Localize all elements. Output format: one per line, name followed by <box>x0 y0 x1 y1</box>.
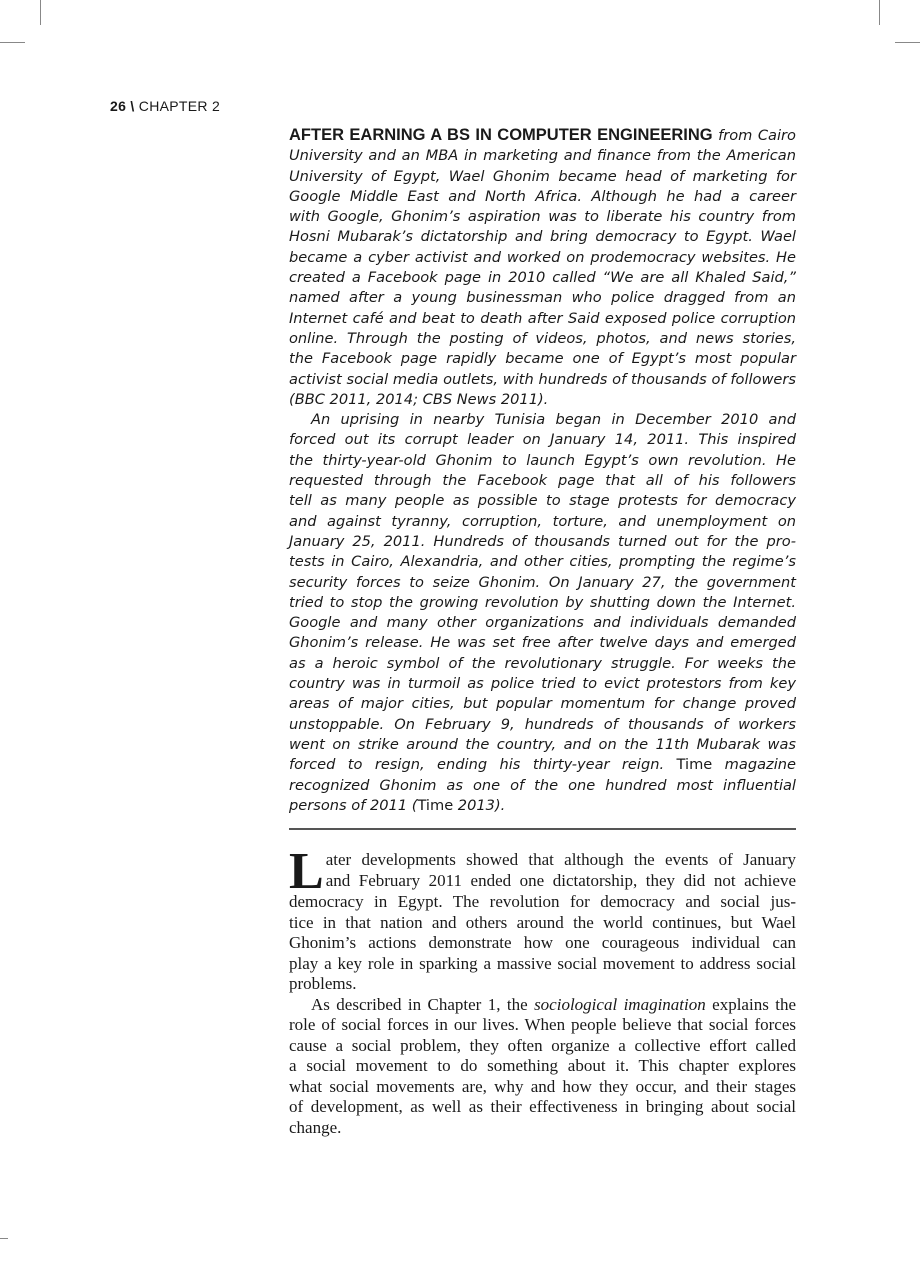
vignette-line: the thirty-year-old Ghonim to launch Egypt’s own revolution. He <box>289 451 796 469</box>
vignette-line: as a heroic symbol of the revolutionary struggle. For weeks the <box>289 654 796 672</box>
vignette-line: online. Through the posting of videos, photos, and news stories, <box>289 329 796 347</box>
body-line: ater developments showed that although the events of January <box>325 850 796 869</box>
vignette-line: recognized Ghonim as one of the one hundred most influential <box>289 776 796 794</box>
vignette-line: security forces to seize Ghonim. On January 27, the government <box>289 573 796 591</box>
vignette-line: Internet café and beat to death after Said exposed police corruption <box>289 309 796 327</box>
vignette-line: Google Middle East and North Africa. Although he had a career <box>289 187 796 205</box>
vignette-line: (BBC 2011, 2014; CBS News 2011). <box>289 390 549 408</box>
body-line: Ghonim’s actions demonstrate how one courageous individual can <box>289 933 796 952</box>
vignette-line: unstoppable. On February 9, hundreds of thousands of workers <box>289 715 796 733</box>
crop-mark <box>0 1238 8 1239</box>
body-line: cause a social problem, they often organize a collective effort called <box>289 1035 796 1055</box>
crop-mark <box>895 42 920 43</box>
vignette-line: persons of 2011 (Time 2013). <box>289 796 506 814</box>
crop-mark <box>0 42 25 43</box>
vignette-line: tests in Cairo, Alexandria, and other cities, prompting the regime’s <box>289 553 796 571</box>
vignette-line: the Facebook page rapidly became one of Egypt’s most popular <box>289 350 796 368</box>
vignette-line: tried to stop the growing revolution by shutting down the Internet. <box>289 593 796 611</box>
vignette-line: requested through the Facebook page that all of his followers <box>289 472 796 490</box>
body-line: As described in Chapter 1, the sociological imagination explains the <box>311 994 796 1014</box>
vignette-line: Ghonim’s release. He was set free after twelve days and emerged <box>289 634 796 652</box>
body-line: what social movements are, why and how they occur, and their stages <box>289 1076 796 1096</box>
chapter-label: CHAPTER 2 <box>138 98 221 114</box>
vignette-line: became a cyber activist and worked on prodemocracy websites. He <box>289 248 796 266</box>
vignette-line: and against tyranny, corruption, torture, and unemployment on <box>289 512 796 530</box>
vignette-line: with Google, Ghonim’s aspiration was to liberate his country from <box>289 208 796 226</box>
body-line: change. <box>289 1117 342 1137</box>
running-header <box>110 98 220 114</box>
vignette-line: AFTER EARNING A BS IN COMPUTER ENGINEERING from Cairo <box>289 126 796 144</box>
section-divider <box>289 828 796 830</box>
vignette-line: created a Facebook page in 2010 called “We are all Khaled Said,” <box>289 269 796 287</box>
vignette-line: forced to resign, ending his thirty-year reign. Time magazine <box>289 756 796 774</box>
vignette-line: An uprising in nearby Tunisia began in December 2010 and <box>311 411 796 429</box>
drop-cap: L <box>289 843 324 900</box>
vignette-line: January 25, 2011. Hundreds of thousands turned out for the pro- <box>289 532 796 550</box>
page-number: 26 <box>110 98 127 114</box>
body-line: problems. <box>289 974 357 993</box>
header-separator: \ <box>130 98 135 114</box>
body-line: role of social forces in our lives. When people believe that social forces <box>289 1015 796 1034</box>
vignette-line: tell as many people as possible to stage protests for democracy <box>289 492 796 510</box>
body-line: democracy in Egypt. The revolution for democracy and social jus- <box>289 892 796 911</box>
vignette-line: named after a young businessman who police dragged from an <box>289 289 796 307</box>
body-line: tice in that nation and others around the world continues, but Wael <box>289 912 796 932</box>
body-line: and February 2011 ended one dictatorship, they did not achieve <box>325 870 796 890</box>
vignette-line: went on strike around the country, and on the 11th Mubarak was <box>289 735 796 753</box>
vignette-line: areas of major cities, but popular momentum for change proved <box>289 695 796 713</box>
crop-mark <box>879 0 880 25</box>
key-term: sociological imagination <box>534 994 706 1014</box>
vignette-line: University and an MBA in marketing and finance from the American <box>289 147 796 165</box>
vignette-line: Hosni Mubarak’s dictatorship and bring democracy to Egypt. Wael <box>289 228 796 246</box>
body-line: a social movement to do something about it. This chapter explores <box>289 1056 796 1075</box>
vignette-line: activist social media outlets, with hundreds of thousands of followers <box>289 370 796 388</box>
vignette-line: forced out its corrupt leader on January 14, 2011. This inspired <box>289 431 796 449</box>
body-line: play a key role in sparking a massive social movement to address social <box>289 953 796 973</box>
opening-vignette <box>289 125 796 816</box>
lead-in: AFTER EARNING A BS IN COMPUTER ENGINEERING <box>289 126 713 144</box>
vignette-line: University of Egypt, Wael Ghonim became head of marketing for <box>289 167 796 185</box>
vignette-line: country was in turmoil as police tried to evict protestors from key <box>289 675 796 693</box>
vignette-line: Google and many other organizations and individuals demanded <box>289 614 796 632</box>
crop-mark <box>40 0 41 25</box>
body-line: of development, as well as their effectiveness in bringing about social <box>289 1097 796 1116</box>
chapter-body <box>289 843 796 1138</box>
